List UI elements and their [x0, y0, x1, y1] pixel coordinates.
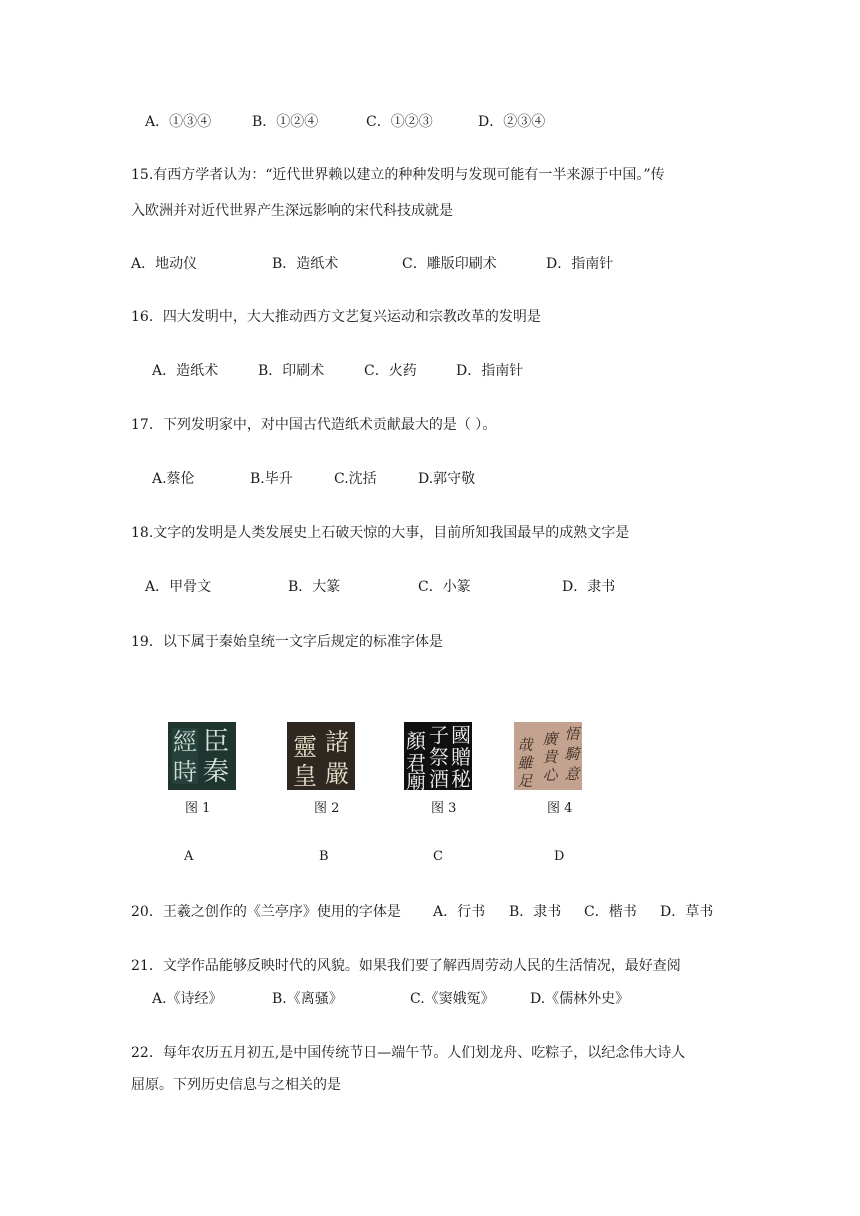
seal-glyph: 臣 [202, 727, 230, 757]
clerical-glyph: 嚴 [325, 760, 349, 788]
regular-glyph: 顏 [406, 729, 426, 753]
q16-option-d[interactable]: D．指南针 [456, 363, 524, 379]
seal-glyph: 時 [173, 758, 197, 786]
q16-option-a[interactable]: A．造纸术 [152, 363, 219, 379]
seal-glyph: 秦 [202, 757, 230, 787]
calligraphy-image-4[interactable] [514, 722, 582, 790]
q17-option-c[interactable]: C.沈括 [334, 471, 377, 487]
cursive-glyph: 貴 [542, 748, 558, 766]
q21-option-c[interactable]: C.《窦娥冤》 [410, 991, 495, 1007]
q19-option-d[interactable]: D [554, 849, 565, 864]
regular-glyph: 國 [451, 723, 471, 747]
q15-stem-line1: 15.有西方学者认为：“近代世界赖以建立的种种发明与发现可能有一半来源于中国。”传 [131, 167, 665, 183]
clerical-glyph: 靈 [293, 733, 317, 761]
q20-option-d[interactable]: D．草书 [660, 904, 714, 920]
q15-option-a[interactable]: A．地动仪 [131, 256, 198, 272]
q14-option-d[interactable]: D．②③④ [478, 114, 546, 130]
q15-stem-line2: 入欧洲并对近代世界产生深远影响的宋代科技成就是 [131, 203, 453, 219]
cursive-glyph: 足 [517, 772, 533, 790]
q15-option-c[interactable]: C．雕版印刷术 [402, 256, 497, 272]
q21-option-b[interactable]: B.《离骚》 [272, 991, 343, 1007]
q21-option-d[interactable]: D.《儒林外史》 [530, 991, 630, 1007]
regular-glyph: 贈 [451, 745, 471, 769]
q20-option-b[interactable]: B．隶书 [509, 904, 562, 920]
cursive-glyph: 騎 [564, 745, 580, 763]
regular-glyph: 君 [406, 751, 426, 775]
seal-glyph: 經 [173, 728, 197, 756]
regular-glyph: 祭 [429, 745, 449, 769]
q15-option-d[interactable]: D．指南针 [546, 256, 614, 272]
q18-option-b[interactable]: B．大篆 [288, 579, 341, 595]
q16-option-c[interactable]: C．火药 [364, 363, 417, 379]
image-2-caption: 图 2 [314, 801, 340, 816]
q21-option-a[interactable]: A.《诗经》 [152, 991, 223, 1007]
cursive-glyph: 哉 [517, 736, 533, 754]
cursive-glyph: 心 [542, 766, 558, 784]
cursive-glyph: 廣 [542, 730, 558, 748]
q14-option-c[interactable]: C．①②③ [366, 114, 433, 130]
q19-stem: 19．以下属于秦始皇统一文字后规定的标准字体是 [131, 634, 443, 650]
regular-glyph: 酒 [429, 767, 449, 790]
q18-stem: 18.文字的发明是人类发展史上石破天惊的大事，目前所知我国最早的成熟文字是 [131, 525, 630, 541]
calligraphy-image-1[interactable] [168, 722, 236, 790]
q14-option-a[interactable]: A．①③④ [145, 114, 212, 130]
q17-option-a[interactable]: A.蔡伦 [152, 471, 195, 487]
q17-option-b[interactable]: B.毕升 [250, 471, 293, 487]
q22-stem-line2: 屈原。下列历史信息与之相关的是 [131, 1077, 341, 1093]
regular-glyph: 子 [429, 723, 449, 747]
q20-option-c[interactable]: C．楷书 [584, 904, 637, 920]
q16-option-b[interactable]: B．印刷术 [258, 363, 325, 379]
q18-option-d[interactable]: D．隶书 [562, 579, 616, 595]
q19-option-a[interactable]: A [184, 849, 194, 864]
q20-stem: 20．王羲之创作的《兰亭序》使用的字体是 [131, 904, 401, 920]
calligraphy-image-3[interactable] [404, 722, 472, 790]
calligraphy-image-2[interactable] [287, 722, 355, 790]
image-1-caption: 图 1 [185, 801, 211, 816]
q18-option-a[interactable]: A．甲骨文 [145, 579, 212, 595]
q20-option-a[interactable]: A．行书 [433, 904, 486, 920]
q19-option-c[interactable]: C [433, 849, 443, 864]
q14-option-b[interactable]: B．①②④ [252, 114, 319, 130]
q15-option-b[interactable]: B．造纸术 [272, 256, 339, 272]
regular-glyph: 廟 [406, 769, 426, 790]
q17-option-d[interactable]: D.郭守敬 [418, 471, 476, 487]
image-3-caption: 图 3 [431, 801, 457, 816]
q19-option-b[interactable]: B [319, 849, 329, 864]
q22-stem-line1: 22．每年农历五月初五,是中国传统节日—端午节。人们划龙舟、吃粽子，以纪念伟大诗人 [131, 1045, 686, 1061]
cursive-glyph: 悟 [564, 725, 580, 743]
cursive-glyph: 意 [564, 765, 580, 783]
clerical-glyph: 諸 [325, 728, 349, 756]
q16-stem: 16．四大发明中，大大推动西方文艺复兴运动和宗教改革的发明是 [131, 309, 541, 325]
q18-option-c[interactable]: C．小篆 [418, 579, 471, 595]
cursive-glyph: 雖 [517, 754, 533, 772]
regular-glyph: 秘 [451, 767, 471, 790]
clerical-glyph: 皇 [293, 762, 317, 790]
image-4-caption: 图 4 [547, 801, 573, 816]
q21-stem: 21．文学作品能够反映时代的风貌。如果我们要了解西周劳动人民的生活情况，最好查阅 [131, 958, 681, 974]
q17-stem: 17．下列发明家中，对中国古代造纸术贡献最大的是（ ）。 [131, 417, 497, 433]
